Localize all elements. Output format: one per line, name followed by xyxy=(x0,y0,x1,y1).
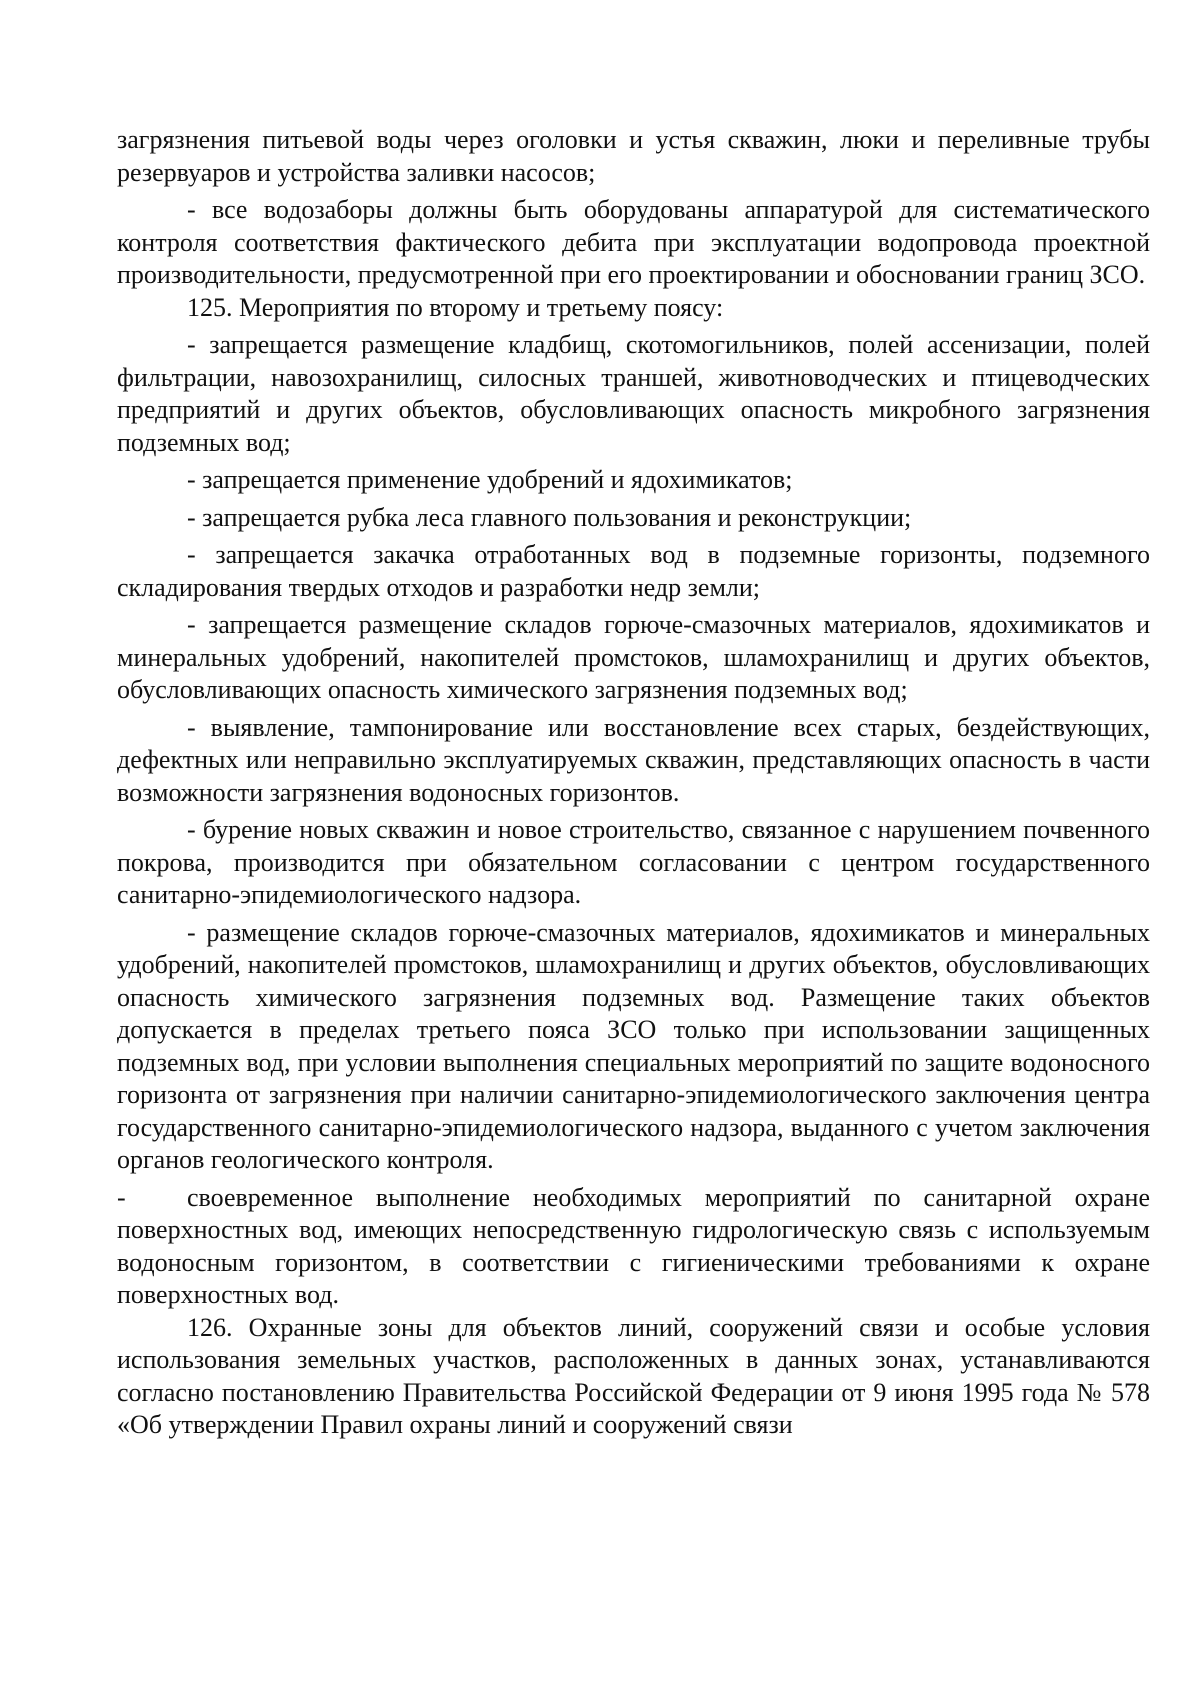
document-text xyxy=(117,124,1150,1442)
paragraph-bullet-surface-water xyxy=(117,1182,1150,1312)
bullet-dash: - xyxy=(117,1182,126,1212)
paragraph-item-125: 125. Мероприятия по второму и третьему поясу: xyxy=(187,292,724,322)
paragraph-bullet-injection: - запрещается закачка отработанных вод в подземные горизонты, подземного складирования твердых отходов и разработки недр земли; xyxy=(117,540,1150,602)
paragraph-bullet-placement: - размещение складов горюче-смазочных материалов, ядохимикатов и минеральных удобрений, накопителей промстоков, шламохранилищ и других объектов, обусловливающих опасность химического загрязнения подземных вод. Размещение таких объектов допускается в пределах третьего пояса ЗСО только при использовании защищенных подземных вод, при условии выполнения специальных мероприятий по защите водоносного горизонта от загрязнения при наличии санитарно-эпидемиологического заключения центра государственного санитарно-эпидемиологического надзора, выданного с учетом заключения органов геологического контроля. xyxy=(117,917,1150,1174)
paragraph-bullet-surface-water-text: своевременное выполнение необходимых мероприятий по санитарной охране поверхностных вод, имеющих непосредственную гидрологическую связь с используемым водоносным горизонтом, в соответствии с гигиеническими требованиями к охране поверхностных вод. xyxy=(117,1182,1150,1309)
paragraph-bullet-fuel-storage: - запрещается размещение складов горюче-смазочных материалов, ядохимикатов и минеральных удобрений, накопителей промстоков, шламохранилищ и других объектов, обусловливающих опасность химического загрязнения подземных вод; xyxy=(117,610,1150,704)
paragraph-item-126: 126. Охранные зоны для объектов линий, сооружений связи и особые условия использования земельных участков, расположенных в данных зонах, устанавливаются согласно постановлению Правительства Российской Федерации от 9 июня 1995 года № 578 «Об утверждении Правил охраны линий и сооружений связи xyxy=(117,1312,1150,1439)
paragraph-bullet-drilling: - бурение новых скважин и новое строительство, связанное с нарушением почвенного покрова, производится при обязательном согласовании с центром государственного санитарно-эпидемиологического надзора. xyxy=(117,815,1150,909)
paragraph-bullet-cemeteries: - запрещается размещение кладбищ, скотомогильников, полей ассенизации, полей фильтрации, навозохранилищ, силосных траншей, животноводческих и птицеводческих предприятий и других объектов, обусловливающих опасность микробного загрязнения подземных вод; xyxy=(117,330,1150,457)
paragraph-bullet-old-wells: - выявление, тампонирование или восстановление всех старых, бездействующих, дефектных или неправильно эксплуатируемых скважин, представляющих опасность в части возможности загрязнения водоносных горизонтов. xyxy=(117,712,1150,807)
paragraph-bullet-water-intake-control: - все водозаборы должны быть оборудованы аппаратурой для систематического контроля соответствия фактического дебита при эксплуатации водопровода проектной производительности, предусмотренной при его проектировании и обосновании границ ЗСО. xyxy=(117,195,1150,289)
paragraph-continuation: загрязнения питьевой воды через оголовки и устья скважин, люки и переливные трубы резервуаров и устройства заливки насосов; xyxy=(117,125,1150,187)
paragraph-bullet-fertilizers: - запрещается применение удобрений и ядохимикатов; xyxy=(187,465,793,494)
paragraph-bullet-logging: - запрещается рубка леса главного пользования и реконструкции; xyxy=(187,502,912,532)
